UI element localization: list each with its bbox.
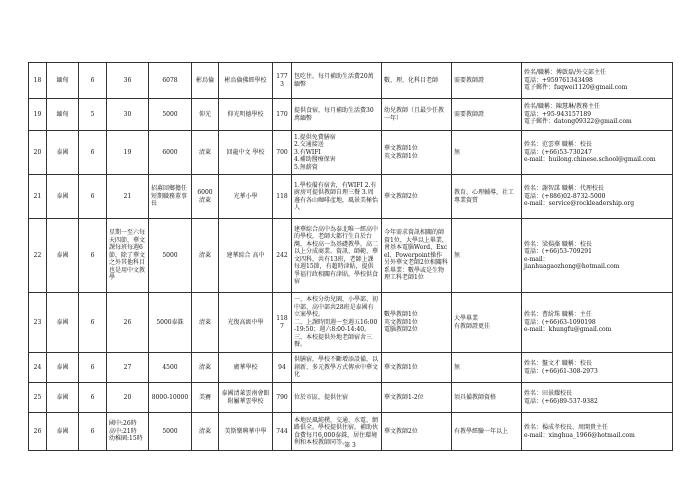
school-name-cell: 廣華學校	[219, 353, 273, 383]
benefit-cell: 一、本校分幼兒園、小學部、初中部、高中部共28班是泰國有立案學校。 二、上課時間週一至週五16:00-19:50；週六8:00-14:40。 三、本校提供外地老師宿舍三餐。	[292, 293, 382, 353]
code-cell: 6	[79, 353, 107, 383]
year-cell: 744	[273, 413, 292, 451]
requirement-cell: 無	[452, 219, 522, 293]
subject-cell: 華文教師2位	[382, 175, 452, 219]
row-number: 19	[29, 99, 47, 131]
year-cell: 242	[273, 219, 292, 293]
school-name-cell: 回龍中文 學校	[219, 131, 273, 175]
table-row	[29, 63, 673, 99]
country-cell: 泰國	[47, 293, 79, 353]
subject-cell: 華文教師1位 英文教師1位	[382, 131, 452, 175]
school-name-cell: 仰光明德學校	[219, 99, 273, 131]
table-row	[29, 293, 673, 353]
country-cell: 泰國	[47, 131, 79, 175]
benefit-cell: 包吃住，每月補助生活費20萬緬幣	[292, 63, 382, 99]
city-cell: 清萊	[192, 219, 219, 293]
benefit-cell: 位於市區，提供住宿	[292, 383, 382, 413]
code-cell: 6	[79, 413, 107, 451]
row-number: 18	[29, 63, 47, 99]
contact-cell: 姓名/職稱：傅啟磊/外交部主任 電話：+959761343498 電子郵件：fuqwei1120@gmail.com	[522, 63, 673, 99]
contact-cell: 姓名：謝智謀 職稱：代理校長 電話：(+886)02-8732-5000 e-mail：service@rockleadership.org	[522, 175, 673, 219]
year-cell: 1773	[273, 63, 292, 99]
city-cell: 清萊	[192, 131, 219, 175]
count-value: 21	[123, 192, 132, 200]
school-name-cell: 彬烏倫佛經學校	[219, 63, 273, 99]
city-cell	[192, 175, 219, 219]
table-row	[29, 99, 673, 131]
code-cell: 6	[79, 131, 107, 175]
salary-cell: 8000-10000	[149, 383, 192, 413]
requirement-cell: 無	[452, 131, 522, 175]
code-cell: 6	[79, 383, 107, 413]
year-cell: 118	[273, 175, 292, 219]
benefit-cell: 建華綜合高中為泰北唯一經高中的學校，老師大都行生自於台灣，本校高一為基礎教學，高二以上分成商業、資訊、師範、華文四科，共有13班，老師上課每週15節，有超時津貼，提供爭福行政相關有津貼，學校供食宿	[292, 219, 382, 293]
year-cell: 790	[273, 383, 292, 413]
page-number: 第 3	[344, 442, 356, 449]
table-row	[29, 131, 673, 175]
subject-cell: 今年需求資訊相關的師資1位，大學以上畢業，會基本電腦Word、Excel、Powerpoint操作 另外華文老師2位相關科系畢業：數學或是生物理工科老師1位	[382, 219, 452, 293]
row-number: 25	[29, 383, 47, 413]
subject-cell: 數、理、化科目老師	[382, 63, 452, 99]
requirement-cell: 有教學經驗一年以上	[452, 413, 522, 451]
city-cell: 彬烏倫	[192, 63, 219, 99]
code-cell: 6	[79, 293, 107, 353]
code-cell: 5	[79, 99, 107, 131]
country-cell: 緬甸	[47, 63, 79, 99]
salary-cell	[149, 175, 192, 219]
school-name-cell: 建華綜合 高中	[219, 219, 273, 293]
school-name-cell: 泰國清萊雲南會館附屬華雲學校	[219, 383, 273, 413]
contact-cell: 姓名：田景耀校長 電話：(+66)89-537-9382	[522, 383, 673, 413]
contact-cell: 姓名/職稱：陳慧琳/教務主任 電話：+95-943157189 電子郵件：datong09322@gmail.com	[522, 99, 673, 131]
country-cell: 緬甸	[47, 99, 79, 131]
subject-cell: 數學教師1位 英文教師1位 電腦教師2位	[382, 293, 452, 353]
table-row	[29, 353, 673, 383]
code-cell: 6	[79, 175, 107, 219]
code-cell: 6	[79, 219, 107, 293]
row-number: 26	[29, 413, 47, 451]
year-cell: 170	[273, 99, 292, 131]
count-cell: 19	[107, 131, 149, 175]
city-value: 清萊	[198, 196, 211, 204]
code-cell: 6	[79, 63, 107, 99]
count-cell: 27	[107, 353, 149, 383]
country-cell: 泰國	[47, 353, 79, 383]
count-cell: 國中:26時 高中:21時 幼稚園:15時	[107, 413, 149, 451]
subject-cell: 華文教師1-2位	[382, 383, 452, 413]
school-name-cell: 光復高級中學	[219, 293, 273, 353]
school-name-cell: 美斯樂興華中學	[219, 413, 273, 451]
requirement-cell: 無	[452, 353, 522, 383]
salary-cell: 6000	[149, 131, 192, 175]
subject-cell: 華文教師1位	[382, 353, 452, 383]
note-cell: 招募回鄉擔任短期職務董事長	[151, 185, 188, 208]
salary-cell: 5000	[149, 219, 192, 293]
count-cell	[107, 175, 149, 219]
school-name-cell: 光華小學	[219, 175, 273, 219]
contact-cell: 姓名：楊成孝校長、周開貴主任 e-mail：xinghua_1966@hotmail.com	[522, 413, 673, 451]
count-cell: 30	[107, 99, 149, 131]
table-row	[29, 175, 673, 219]
row-number: 22	[29, 219, 47, 293]
vacancy-table	[28, 62, 673, 451]
requirement-cell: 需要教師證	[452, 63, 522, 99]
salary-cell: 4500	[149, 353, 192, 383]
year-cell: 1187	[273, 293, 292, 353]
table-row	[29, 219, 673, 293]
contact-cell: 姓名：范雲華 職稱：校長 電話：(+66)53-730247 e-mail：huilong.chinese.school@gmail.com	[522, 131, 673, 175]
requirement-cell: 須具備教師資格	[452, 383, 522, 413]
country-cell: 泰國	[47, 413, 79, 451]
city-cell: 清萊	[192, 353, 219, 383]
benefit-cell: 本地民風純樸，交通、水電、網路俱全。學校提供住宿，補助伙食費每月6,000泰銖，居住環境利和本校教師同等。	[292, 413, 382, 451]
salary-cell: 6078	[149, 63, 192, 99]
contact-cell: 姓名：梁揚藻 職稱：校長 電話：(+66)53-709291 e-mail： jianhuagaozhong@hotmail.com	[522, 219, 673, 293]
benefit-cell: 1.提供免費膳宿 2.交通接送 3.有WIFI 4.補助醫療保害 5.無薪資	[292, 131, 382, 175]
country-cell: 泰國	[47, 383, 79, 413]
city-cell: 清萊	[192, 293, 219, 353]
salary-cell: 5000	[149, 99, 192, 131]
row-number: 23	[29, 293, 47, 353]
table-row	[29, 383, 673, 413]
benefit-cell: 1.學校備有宿舍，有WIFI 2.有廚房可提供教師自理三餐 3.周邊有各山咖啡產地，風景美極怡人	[292, 175, 382, 219]
country-cell: 泰國	[47, 219, 79, 293]
requirement-cell: 需要教師證	[452, 99, 522, 131]
salary-cell: 5000	[149, 413, 192, 451]
row-number: 20	[29, 131, 47, 175]
count-cell: 36	[107, 63, 149, 99]
row-number: 24	[29, 353, 47, 383]
benefit-cell: 供膳宿，學校不斷增添設備，以創新、多元教學方式傳承中華文化	[292, 353, 382, 383]
row-number: 21	[29, 175, 47, 219]
salary-cell: 5000泰銖	[149, 293, 192, 353]
subject-cell: 幼兒教師（且最少任教一年）	[382, 99, 452, 131]
subject-cell: 華文教師2位	[382, 413, 452, 451]
salary-value: 6000	[197, 189, 213, 196]
contact-cell: 姓名：盤文才 職稱：校長 電話：(+66)61-308-2973	[522, 353, 673, 383]
requirement-cell: 大學畢業 有教師證更佳	[452, 293, 522, 353]
country-cell: 泰國	[47, 175, 79, 219]
contact-cell: 姓名：曹紛珠 職稱：主任 電話：(+66)63-1090198 e-mail：khungfu@gmail.com	[522, 293, 673, 353]
city-cell: 清萊	[192, 413, 219, 451]
count-cell: 26	[107, 293, 149, 353]
year-cell: 94	[273, 353, 292, 383]
count-cell: 星期一至六每天四節，華文課每班每週6節，除了華文之外其他科目也是用中文教學	[107, 219, 149, 293]
count-cell: 20	[107, 383, 149, 413]
city-cell: 美賽	[192, 383, 219, 413]
benefit-cell: 提供食宿，每月補助生活費30萬緬幣	[292, 99, 382, 131]
year-cell: 700	[273, 131, 292, 175]
city-cell: 仰光	[192, 99, 219, 131]
requirement-cell: 教育、心理輔導，社工專業資質	[452, 175, 522, 219]
